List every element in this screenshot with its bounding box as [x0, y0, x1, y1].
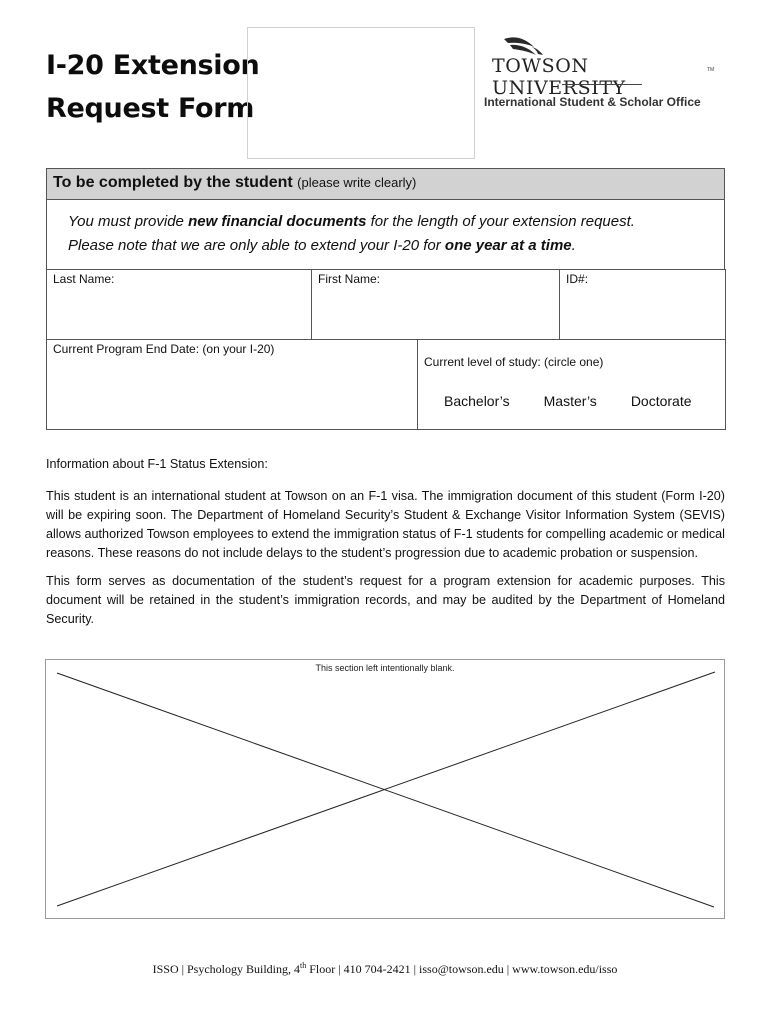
page-title-line-2: Request Form: [46, 93, 255, 124]
study-level-options: [444, 393, 719, 409]
info-paragraph-1: This student is an international student at Towson on an F-1 visa. The immigration document of this student (Form I-20) will be expiring soon. The Department of Homeland Security’s Student & Exchange Visitor Information System (SEVIS) allows authorized Towson employees to extend the immigration status of F-1 students for compelling academic or medical reasons. These reasons do not include delays to the student’s progression due to academic probation or suspension.: [46, 489, 725, 560]
last-name-field[interactable]: [47, 270, 312, 340]
option-doctorate[interactable]: Doctorate: [630, 393, 692, 409]
office-name: International Student & Scholar Office: [484, 95, 701, 109]
blank-cross-lines: [46, 660, 726, 920]
page-title: [46, 44, 259, 130]
blank-section-caption: This section left intentionally blank.: [315, 663, 455, 673]
blank-section: [45, 659, 725, 919]
footer-contact: [0, 961, 770, 977]
info-paragraph-2: This form serves as documentation of the student’s request for a program extension for academic purposes. This document will be retained in the student’s immigration records, and may be audited by the Department of Homeland Security.: [46, 574, 725, 626]
towson-university-logo: [484, 33, 724, 115]
form-notices: [46, 200, 725, 269]
option-masters[interactable]: Master’s: [543, 393, 597, 409]
footer-superscript: th: [300, 961, 307, 970]
one-year-notice: Please note that we are only able to extend your I-20 for one year at a time.: [68, 237, 576, 254]
first-name-field[interactable]: [312, 270, 560, 340]
program-end-date-field[interactable]: [47, 340, 418, 430]
footer-part-1: ISSO | Psychology Building, 4: [152, 962, 301, 976]
last-name-label: Last Name:: [53, 272, 115, 286]
trademark-mark: TM: [707, 67, 715, 73]
student-fields-table: [46, 269, 726, 430]
university-name: TOWSON UNIVERSITY: [492, 55, 626, 99]
study-level-field: [418, 340, 726, 430]
study-level-label: Current level of study: (circle one): [424, 355, 604, 369]
first-name-label: First Name:: [318, 272, 381, 286]
info-heading: Information about F-1 Status Extension:: [46, 457, 268, 471]
section-title: To be completed by the student: [53, 174, 293, 191]
financial-documents-notice: You must provide new financial documents for the length of your extension request.: [68, 213, 635, 230]
id-field[interactable]: [560, 270, 726, 340]
option-bachelors[interactable]: Bachelor’s: [444, 393, 510, 409]
f1-extension-info: [46, 455, 725, 638]
page-title-line-1: I-20 Extension: [46, 50, 260, 81]
footer-part-2: Floor | 410 704-2421 | isso@towson.edu | www.towson.edu/isso: [306, 962, 618, 976]
id-label: ID#:: [566, 272, 589, 286]
form-section-header: [46, 168, 725, 200]
section-note: (please write clearly): [297, 175, 417, 190]
office-stamp-box: [247, 27, 475, 159]
program-end-date-label: Current Program End Date: (on your I-20): [53, 342, 275, 356]
logo-divider: [562, 84, 642, 85]
